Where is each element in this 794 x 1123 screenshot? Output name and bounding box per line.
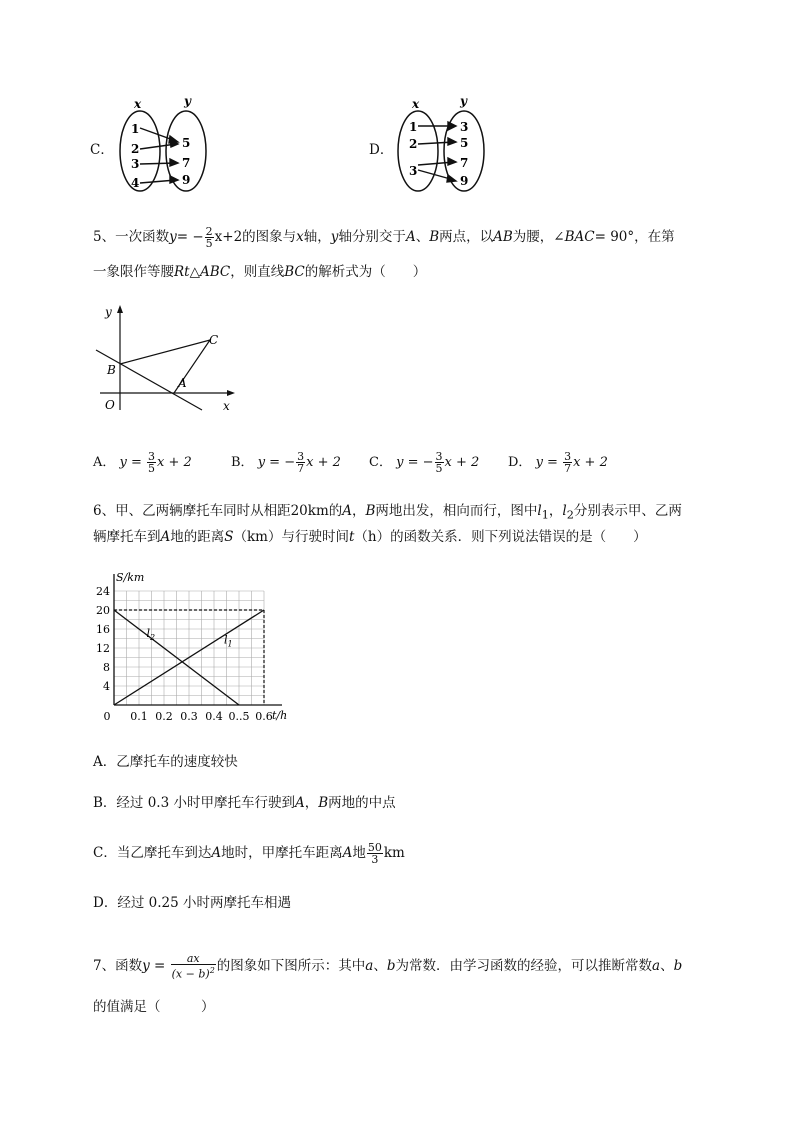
y-element: 7 — [460, 156, 469, 170]
x-tick-label: 0.1 — [130, 710, 148, 723]
x-set-label: x — [134, 97, 142, 111]
y-tick-label: 12 — [96, 642, 110, 655]
y-axis-label: y — [105, 305, 112, 319]
y-element: 3 — [460, 120, 469, 134]
q6-option-b[interactable]: B．经过 0.3 小时甲摩托车行驶到A，B两地的中点 — [93, 795, 396, 811]
x-element: 2 — [131, 142, 140, 156]
q5-stem-line1: 5、一次函数y= − $\frac{2}{5}$ x+2的图象与x轴，y轴分别交于A、B两点，以AB为腰，∠BAC= 90°，在第 — [93, 225, 675, 250]
q6-option-a[interactable]: A．乙摩托车的速度较快 — [93, 754, 238, 770]
triangle-abc — [120, 340, 210, 393]
y-tick-label: 16 — [96, 623, 110, 636]
x-set-label: x — [412, 97, 420, 111]
arrow-head — [448, 138, 456, 145]
arrow-head — [170, 176, 178, 183]
x-tick-label: 0.4 — [205, 710, 223, 723]
x-axis-label: t/h — [272, 709, 288, 722]
q4-mapping-diagram-c — [112, 93, 212, 201]
q5-coordinate-graph — [92, 300, 242, 418]
y-axis-label: S/km — [116, 571, 145, 584]
q7-stem-line2: 的值满足（ ） — [93, 999, 215, 1015]
x-element: 3 — [131, 157, 140, 171]
y-tick-label: 8 — [103, 661, 110, 674]
x-element: 1 — [409, 120, 418, 134]
arrow-head — [170, 159, 178, 166]
y-element: 9 — [182, 173, 191, 187]
y-axis-arrow — [117, 305, 123, 313]
y-element: 7 — [182, 156, 191, 170]
q6-option-c[interactable]: C．当乙摩托车到达A地时，甲摩托车距离A地 $\frac{50}{3}$ km — [93, 841, 405, 866]
x-element: 3 — [409, 164, 418, 178]
arrow-head — [448, 158, 456, 165]
x-set-ellipse — [120, 111, 160, 191]
x-element: 2 — [409, 137, 418, 151]
y-tick-label: 4 — [103, 680, 110, 693]
x-tick-label: 0.3 — [180, 710, 198, 723]
x-set-ellipse — [398, 111, 438, 191]
arrow-head — [448, 122, 456, 130]
y-tick-label: 20 — [96, 604, 110, 617]
arrow-head — [447, 175, 456, 182]
x-axis-arrow — [227, 390, 235, 396]
y-element: 5 — [182, 136, 191, 150]
q4-mapping-diagram-d — [392, 93, 492, 201]
q4-option-c-label[interactable]: C． — [90, 142, 114, 158]
y-element: 9 — [460, 174, 469, 188]
x-element: 1 — [131, 122, 140, 136]
q5-option-c[interactable]: C． y = − $\frac{3}{5}$ x + 2 — [369, 450, 480, 475]
series-label-l1: $l_1$ — [224, 633, 233, 649]
q6-option-d[interactable]: D．经过 0.25 小时两摩托车相遇 — [93, 895, 291, 911]
x-element: 4 — [131, 176, 140, 190]
origin-label: O — [105, 398, 115, 412]
q7-stem-line1: 7、函数y = $\frac{ax}{(x - b)^2}$ 的图象如下图所示：其中a、b为常数．由学习函数的经验，可以推断常数a、b — [93, 952, 683, 981]
q5-option-b[interactable]: B． y = − $\frac{3}{7}$ x + 2 — [231, 450, 341, 475]
x-tick-label: 0..5 — [228, 710, 250, 723]
x-tick-label: 0 — [103, 710, 111, 723]
point-b-label: B — [107, 363, 116, 377]
q5-option-d[interactable]: D． y = $\frac{3}{7}$ x + 2 — [508, 450, 608, 475]
series-label-l2: $l_2$ — [146, 627, 156, 642]
y-element: 5 — [460, 136, 469, 150]
q6-stem-line2: 辆摩托车到A地的距离S（km）与行驶时间t（h）的函数关系．则下列说法错误的是（ ） — [93, 529, 647, 545]
y-set-label: y — [460, 94, 467, 108]
point-c-label: C — [209, 333, 219, 347]
q4-option-d-label[interactable]: D． — [369, 142, 394, 158]
x-tick-label: 0.2 — [155, 710, 173, 723]
y-tick-label: 24 — [96, 585, 110, 598]
x-axis-label: x — [223, 399, 230, 413]
q5-stem-line2: 一象限作等腰Rt△ABC，则直线BC的解析式为（ ） — [93, 264, 427, 280]
q6-line-chart — [92, 568, 302, 728]
q6-stem-line1: 6、甲、乙两辆摩托车同时从相距20km的A，B两地出发，相向而行，图中$l_1$，$l_2$分别表示甲、乙两 — [93, 503, 682, 522]
y-set-label: y — [184, 94, 191, 108]
x-tick-label: 0.6 — [255, 710, 273, 723]
q5-option-a[interactable]: A． y = $\frac{3}{5}$ x + 2 — [93, 450, 192, 475]
point-a-label: A — [178, 376, 187, 390]
